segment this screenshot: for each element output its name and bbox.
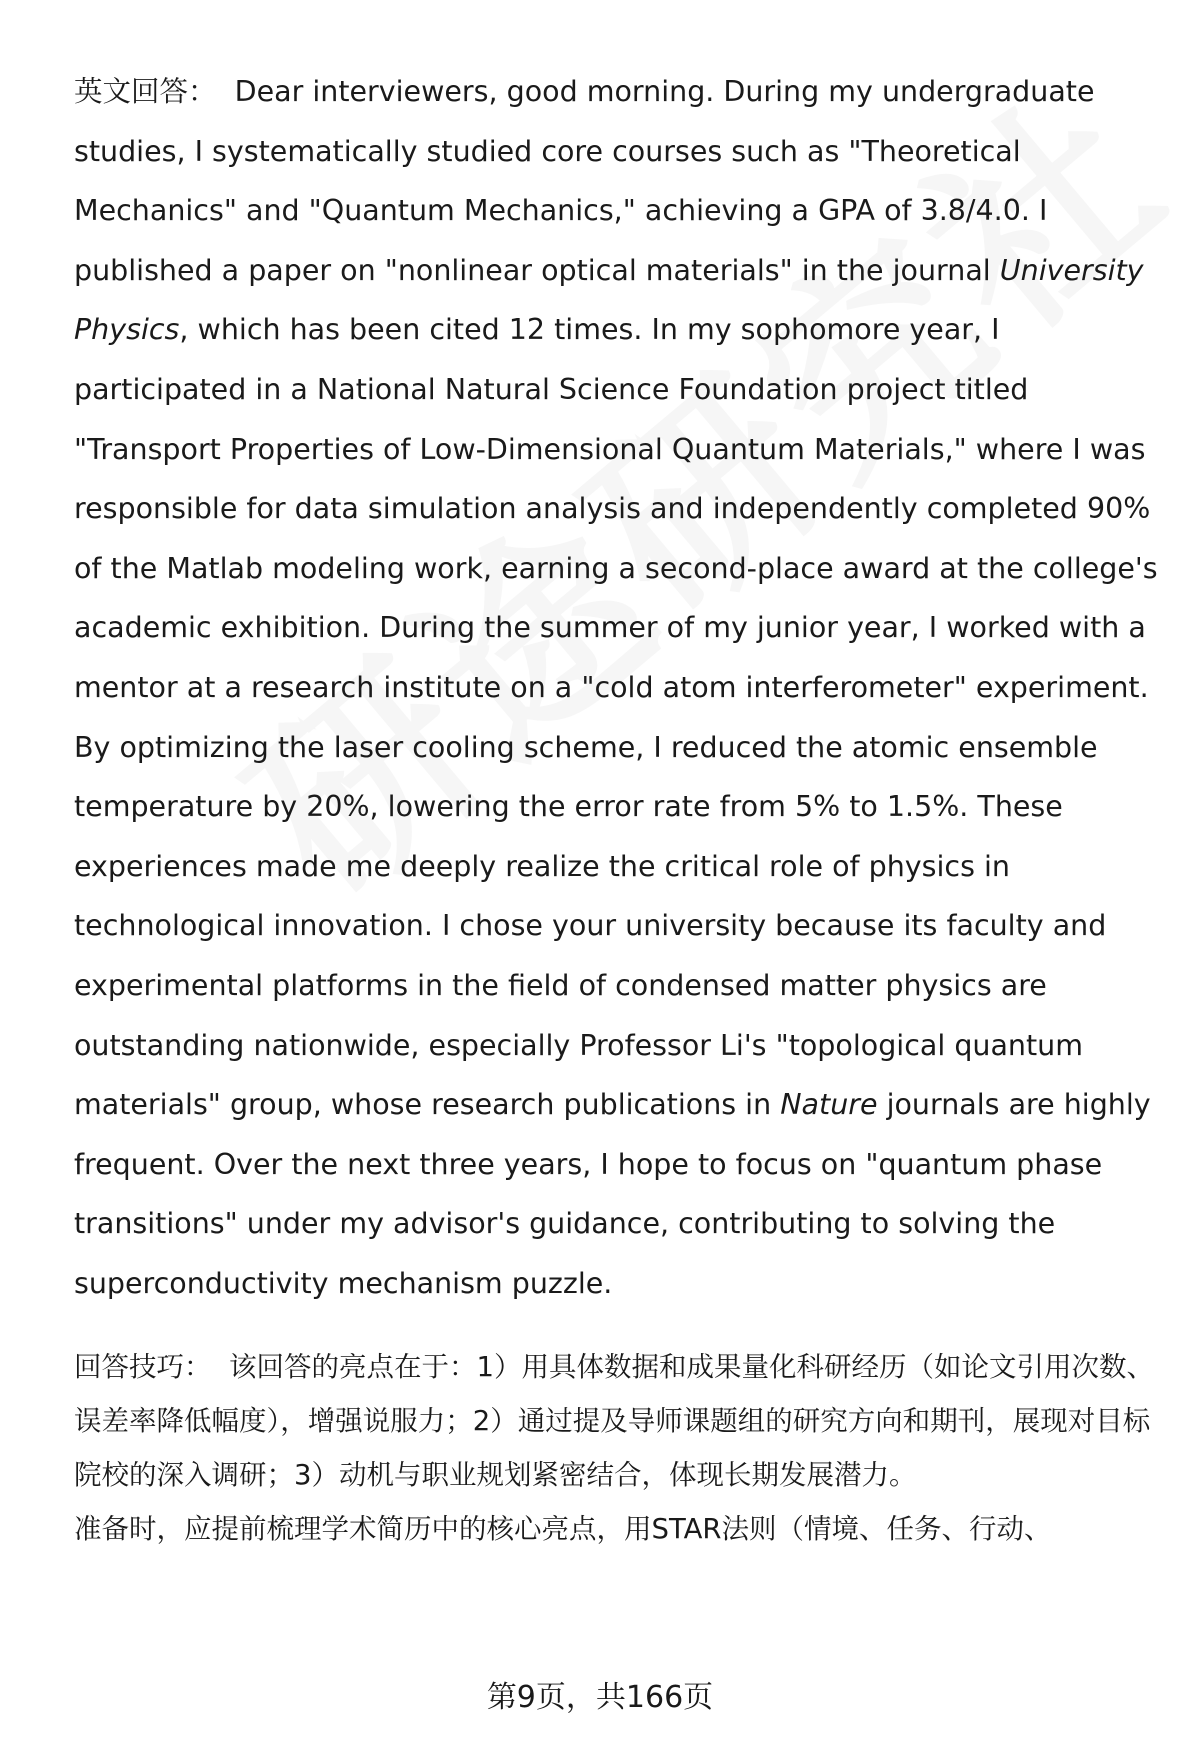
answer-tips-paragraph	[74, 1340, 1164, 1502]
english-answer-text-3: journals are highly frequent. Over the next three years, I hope to focus on "quantum phase transitions" under my advisor's guidance, contributing to solving the superconductivity mechanism puzzle.	[74, 1088, 1151, 1300]
english-answer-label: 英文回答：	[74, 75, 217, 108]
label-spacer	[217, 75, 235, 108]
document-page	[74, 62, 1164, 1556]
english-answer-text-2: , which has been cited 12 times. In my sophomore year, I participated in a National Natural Science Foundation project titled "Transport Properties of Low-Dimensional Quantum Materials," where I was responsible for data simulation analysis and independently completed 90% of the Matlab modeling work, earning a second-place award at the college's academic exhibition. During the summer of my junior year, I worked with a mentor at a research institute on a "cold atom interferometer" experiment. By optimizing the laser cooling scheme, I reduced the atomic ensemble temperature by 20%, lowering the error rate from 5% to 1.5%. These experiences made me deeply realize the critical role of physics in technological innovation. I chose your university because its faculty and experimental platforms in the field of condensed matter physics are outstanding nationwide, especially Professor Li's "topological quantum materials" group, whose research publications in	[74, 313, 1158, 1122]
preparation-paragraph	[74, 1502, 1164, 1556]
english-answer-paragraph	[74, 62, 1164, 1313]
preparation-text: 准备时，应提前梳理学术简历中的核心亮点，用STAR法则（情境、任务、行动、	[74, 1513, 1052, 1546]
journal-title-nature: Nature	[780, 1088, 878, 1122]
journal-title-university-physics: University Physics	[74, 253, 1144, 347]
english-answer-text-1: Dear interviewers, good morning. During my undergraduate studies, I systematically studied core courses such as "Theoretical Mechanics" and "Quantum Mechanics," achieving a GPA of 3.8/4.0. I published a paper on "nonlinear optical materials" in the journal	[74, 75, 1095, 287]
answer-tips-text: 该回答的亮点在于：1）用具体数据和成果量化科研经历（如论文引用次数、误差率降低幅度），增强说服力；2）通过提及导师课题组的研究方向和期刊，展现对目标院校的深入调研；3）动机与职业规划紧密结合，体现长期发展潜力。	[74, 1351, 1154, 1492]
answer-tips-label: 回答技巧：	[74, 1351, 212, 1384]
page-number-footer: 第9页，共166页	[486, 1680, 714, 1715]
label-spacer	[212, 1351, 229, 1383]
